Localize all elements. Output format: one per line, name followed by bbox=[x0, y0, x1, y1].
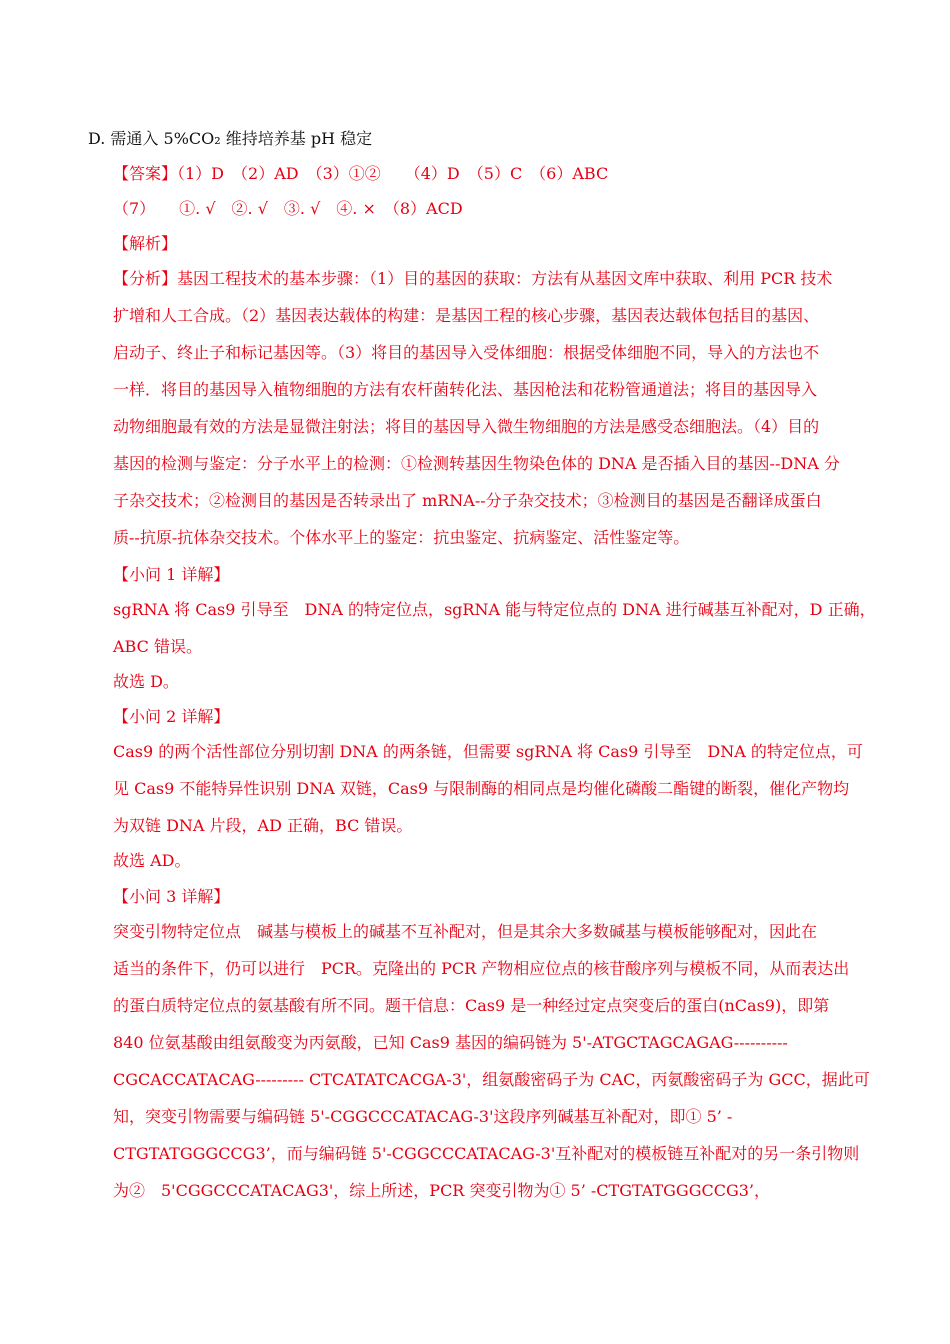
answer-line-2: （7） ①. √ ②. √ ③. √ ④. × （8）ACD bbox=[113, 199, 463, 218]
analysis-line: 一样．将目的基因导入植物细胞的方法有农杆菌转化法、基因枪法和花粉管通道法；将目的基因导入 bbox=[113, 380, 818, 399]
q3-line: 知，突变引物需要与编码链 5'-CGGCCCATACAG-3'这段序列碱基互补配对，即① 5’ - bbox=[113, 1107, 733, 1126]
answer-line-1: 【答案】（1）D （2）AD （3）①② （4）D （5）C （6）ABC bbox=[113, 164, 609, 183]
analysis-line: 子杂交技术；②检测目的基因是否转录出了 mRNA--分子杂交技术；③检测目的基因是否翻译成蛋白 bbox=[113, 491, 822, 510]
analysis-heading: 【解析】 bbox=[113, 234, 178, 253]
q1-line: ABC 错误。 bbox=[113, 637, 202, 656]
q2-line: 为双链 DNA 片段，AD 正确，BC 错误。 bbox=[113, 816, 413, 835]
analysis-line: 扩增和人工合成。（2）基因表达载体的构建：是基因工程的核心步骤，基因表达载体包括目的基因、 bbox=[113, 306, 820, 325]
q1-line: sgRNA 将 Cas9 引导至 DNA 的特定位点，sgRNA 能与特定位点的 DNA 进行碱基互补配对，D 正确， bbox=[113, 600, 876, 619]
q3-line: 适当的条件下，仍可以进行 PCR。克隆出的 PCR 产物相应位点的核苷酸序列与模板不同，从而表达出 bbox=[113, 959, 850, 978]
q2-heading: 【小问 2 详解】 bbox=[113, 707, 230, 726]
q3-line: CGCACCATACAG--------- CTCATATCACGA-3'，组氨酸密码子为 CAC，丙氨酸密码子为 GCC，据此可 bbox=[113, 1070, 870, 1089]
analysis-line: 动物细胞最有效的方法是显微注射法；将目的基因导入微生物细胞的方法是感受态细胞法。（4）目的 bbox=[113, 417, 820, 436]
q1-heading: 【小问 1 详解】 bbox=[113, 565, 230, 584]
q1-line: 故选 D。 bbox=[113, 672, 179, 691]
q3-line: 840 位氨基酸由组氨酸变为丙氨酸，已知 Cas9 基因的编码链为 5'-ATGCTAGCAGAG---------- bbox=[113, 1033, 788, 1052]
q3-line: 突变引物特定位点 碱基与模板上的碱基不互补配对，但是其余大多数碱基与模板能够配对，因此在 bbox=[113, 922, 818, 941]
analysis-line: 【分析】基因工程技术的基本步骤：（1）目的基因的获取：方法有从基因文库中获取、利用 PCR 技术 bbox=[113, 269, 833, 288]
q3-line: 的蛋白质特定位点的氨基酸有所不同。题干信息：Cas9 是一种经过定点突变后的蛋白(nCas9)，即第 bbox=[113, 996, 830, 1015]
q2-line: 故选 AD。 bbox=[113, 851, 191, 870]
q2-line: 见 Cas9 不能特异性识别 DNA 双链，Cas9 与限制酶的相同点是均催化磷酸二酯键的断裂，催化产物均 bbox=[113, 779, 850, 798]
q3-line: CTGTATGGGCCG3’，而与编码链 5'-CGGCCCATACAG-3'互补配对的模板链互补配对的另一条引物则 bbox=[113, 1144, 860, 1163]
analysis-line: 基因的检测与鉴定：分子水平上的检测：①检测转基因生物染色体的 DNA 是否插入目的基因--DNA 分 bbox=[113, 454, 840, 473]
q3-line: 为② 5'CGGCCCATACAG3'，综上所述，PCR 突变引物为① 5’ -CTGTATGGGCCG3’， bbox=[113, 1181, 771, 1200]
analysis-line: 质--抗原-抗体杂交技术。个体水平上的鉴定：抗虫鉴定、抗病鉴定、活性鉴定等。 bbox=[113, 528, 690, 547]
option-d: D. 需通入 5%CO₂ 维持培养基 pH 稳定 bbox=[88, 129, 373, 148]
q2-line: Cas9 的两个活性部位分别切割 DNA 的两条链，但需要 sgRNA 将 Cas9 引导至 DNA 的特定位点，可 bbox=[113, 742, 863, 761]
q3-heading: 【小问 3 详解】 bbox=[113, 887, 230, 906]
analysis-line: 启动子、终止子和标记基因等。（3）将目的基因导入受体细胞：根据受体细胞不同，导入的方法也不 bbox=[113, 343, 820, 362]
